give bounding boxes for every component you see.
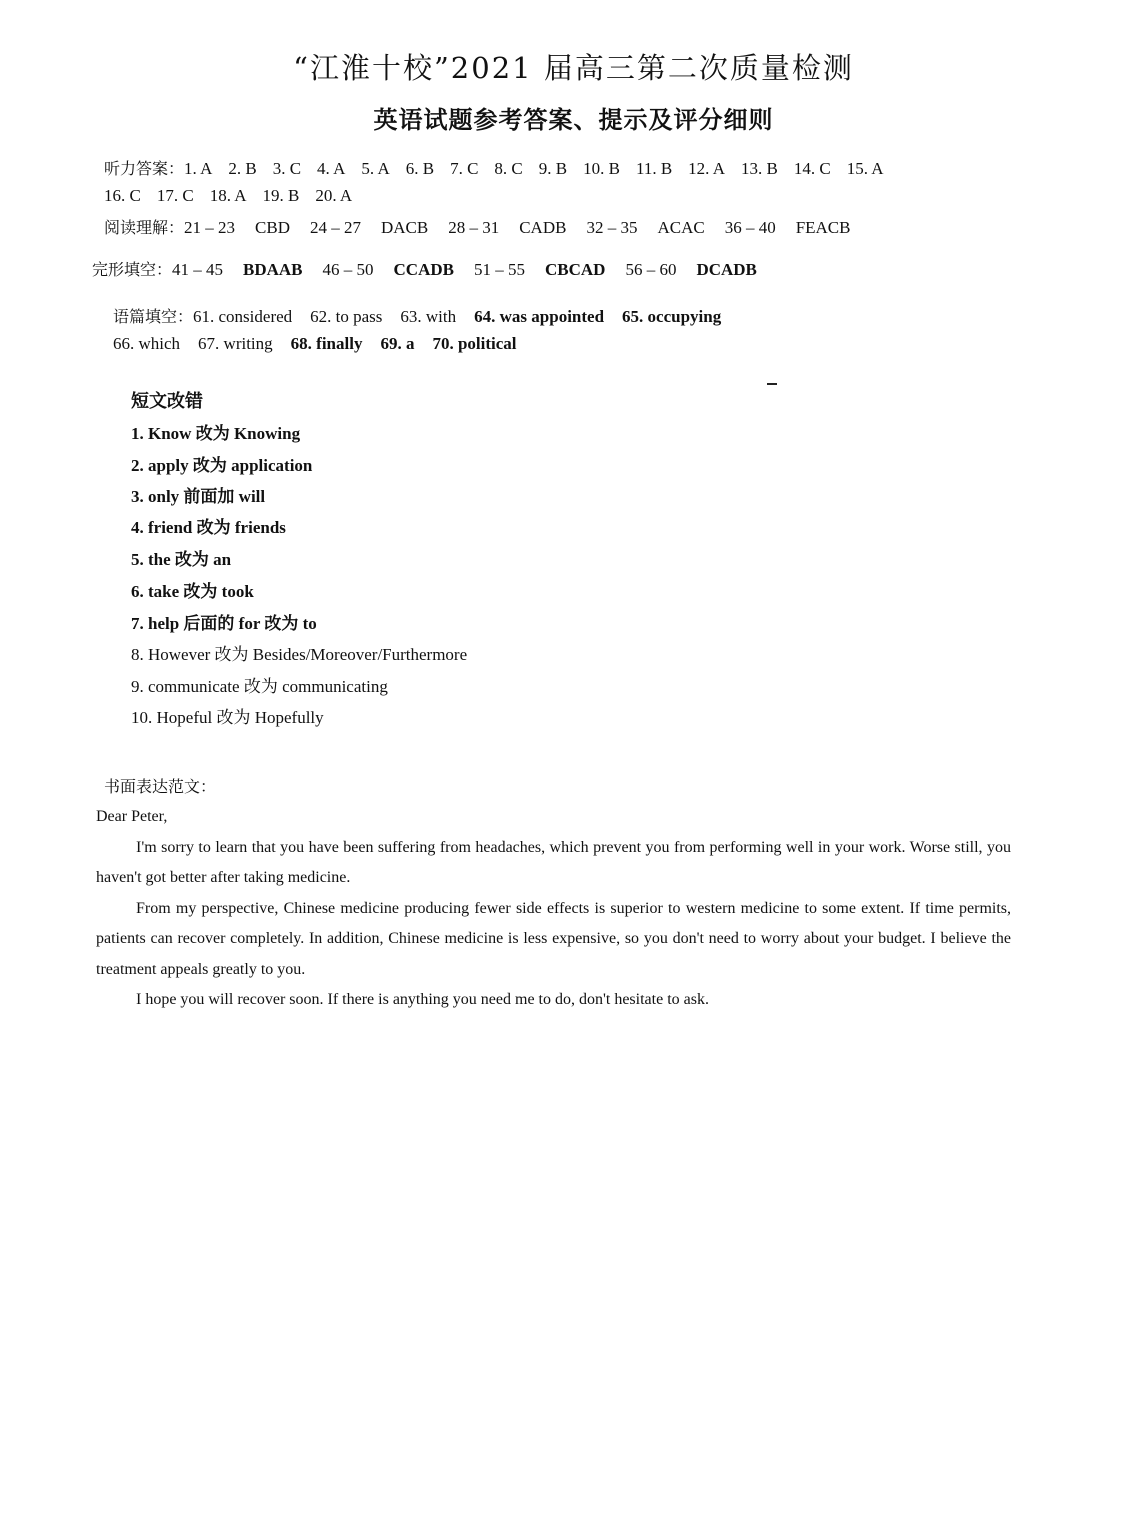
stray-mark xyxy=(767,383,777,385)
essay-greeting: Dear Peter, xyxy=(96,808,168,825)
essay-paragraph-2: From my perspective, Chinese medicine producing fewer side effects is superior to western medicine to some extent. If time permits, patients can recover completely. In addition, Chinese medicine is less expensive, so you don't need to worry about your budget. I believe the treatment appeals greatly to you. xyxy=(96,899,1011,978)
cloze-answer-group: CBCAD xyxy=(544,260,606,279)
listening-answer: 12. A xyxy=(688,159,726,178)
listening-answer: 9. B xyxy=(538,159,568,178)
grammar-fill-answer: 65. occupying xyxy=(622,307,722,326)
writing-heading: 书面表达范文： xyxy=(104,777,217,796)
error-correction-heading: 短文改错 xyxy=(131,391,203,412)
error-correction-item: 1. Know 改为 Knowing xyxy=(131,424,301,443)
cloze-answer-group: DCADB xyxy=(696,260,757,279)
grammar-fill-row-1 xyxy=(113,304,739,327)
listening-answer: 6. B xyxy=(405,159,435,178)
listening-answer: 17. C xyxy=(156,186,194,205)
listening-answer: 19. B xyxy=(262,186,300,205)
essay-paragraph-1: I'm sorry to learn that you have been suffering from headaches, which prevent you from performing well in your work. Worse still, you haven't got better after taking medicine. xyxy=(96,838,1011,886)
reading-answer-group: 21 – 23 xyxy=(184,218,236,237)
listening-answer: 2. B xyxy=(228,159,257,178)
error-correction-item: 10. Hopeful 改为 Hopefully xyxy=(131,708,324,727)
listening-answer: 18. A xyxy=(209,186,247,205)
error-correction-item: 5. the 改为 an xyxy=(131,550,232,569)
cloze-answer-group: 46 – 50 xyxy=(322,260,374,279)
listening-answer: 14. C xyxy=(793,159,831,178)
listening-answer: 13. B xyxy=(741,159,778,178)
listening-answer: 5. A xyxy=(361,159,390,178)
listening-answer: 7. C xyxy=(450,159,479,178)
reading-answer-group: 32 – 35 xyxy=(586,218,638,237)
error-correction-item: 2. apply 改为 application xyxy=(131,456,313,475)
grammar-fill-answer: 63. with xyxy=(400,307,457,326)
cloze-answer-group: 56 – 60 xyxy=(625,260,677,279)
cloze-label: 完形填空： xyxy=(92,260,173,279)
grammar-fill-answer: 66. which xyxy=(113,334,181,353)
listening-answer: 8. C xyxy=(494,159,523,178)
grammar-fill-answer: 62. to pass xyxy=(310,307,383,326)
cloze-answer-group: 51 – 55 xyxy=(473,260,525,279)
error-correction-item: 6. take 改为 took xyxy=(131,582,254,601)
reading-answer-group: 28 – 31 xyxy=(448,218,500,237)
grammar-fill-answer: 70. political xyxy=(432,334,517,353)
reading-answer-group: ACAC xyxy=(657,218,705,237)
cloze-answer-group: CCADB xyxy=(393,260,454,279)
page-title: “江淮十校”2021 届高三第二次质量检测 xyxy=(293,51,854,85)
cloze-row xyxy=(92,257,777,280)
listening-answer: 15. A xyxy=(846,159,884,178)
error-correction-item: 3. only 前面加 will xyxy=(131,487,266,506)
listening-row-1 xyxy=(104,156,900,179)
grammar-fill-row-2 xyxy=(113,334,535,354)
error-correction-item: 4. friend 改为 friends xyxy=(131,518,286,537)
grammar-fill-answer: 61. considered xyxy=(193,307,293,326)
error-correction-item: 8. However 改为 Besides/Moreover/Furthermore xyxy=(131,645,468,664)
listening-answer: 4. A xyxy=(317,159,346,178)
reading-answer-group: 36 – 40 xyxy=(724,218,776,237)
listening-answer: 20. A xyxy=(315,186,353,205)
listening-row-2 xyxy=(104,186,368,206)
listening-label: 听力答案： xyxy=(104,159,185,178)
error-correction-item: 9. communicate 改为 communicating xyxy=(131,677,388,696)
grammar-fill-answer: 64. was appointed xyxy=(474,307,605,326)
listening-answer: 3. C xyxy=(272,159,302,178)
error-correction-item: 7. help 后面的 for 改为 to xyxy=(131,614,317,633)
page-subtitle: 英语试题参考答案、提示及评分细则 xyxy=(373,106,774,134)
reading-row xyxy=(104,215,870,238)
listening-answer: 10. B xyxy=(583,159,620,178)
grammar-fill-answer: 69. a xyxy=(380,334,415,353)
writing-essay xyxy=(96,802,1011,1016)
reading-label: 阅读理解： xyxy=(104,218,185,237)
listening-answer: 11. B xyxy=(635,159,673,178)
essay-paragraph-3: I hope you will recover soon. If there is anything you need me to do, don't hesitate to ask. xyxy=(136,991,709,1008)
listening-answer: 1. A xyxy=(184,159,213,178)
cloze-answer-group: BDAAB xyxy=(243,260,303,279)
cloze-answer-group: 41 – 45 xyxy=(172,260,224,279)
grammar-fill-label: 语篇填空： xyxy=(113,307,194,326)
listening-answer: 16. C xyxy=(104,186,141,205)
reading-answer-group: 24 – 27 xyxy=(309,218,361,237)
reading-answer-group: DACB xyxy=(380,218,429,237)
grammar-fill-answer: 67. writing xyxy=(198,334,273,353)
reading-answer-group: FEACB xyxy=(795,218,851,237)
grammar-fill-answer: 68. finally xyxy=(290,334,363,353)
reading-answer-group: CADB xyxy=(519,218,567,237)
reading-answer-group: CBD xyxy=(255,218,290,237)
